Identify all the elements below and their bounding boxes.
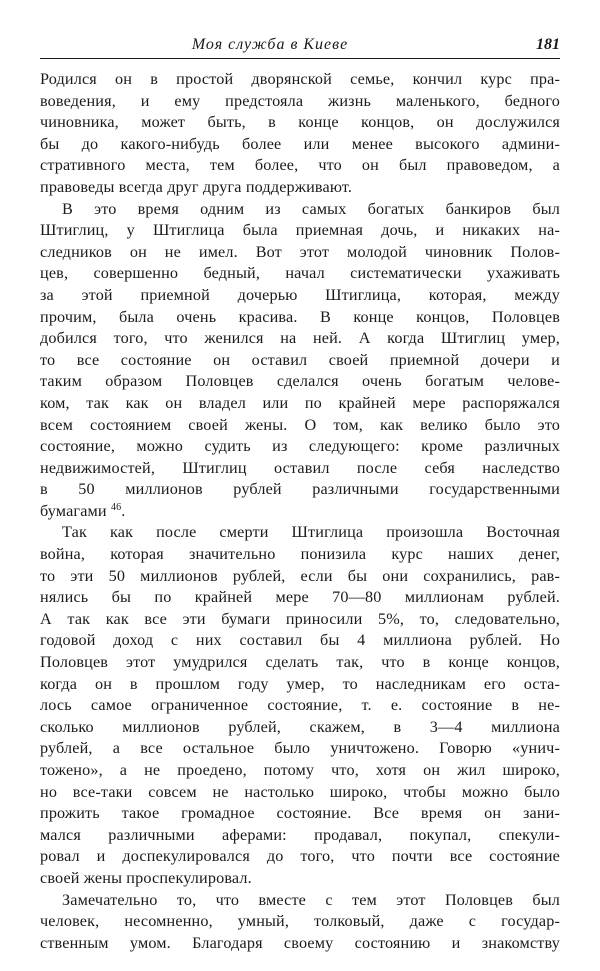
- text-line: следников он не имел. Вот этот молодой чиновник Полов-: [40, 242, 560, 261]
- text-line: тожено», а не проедено, потому что, хотя он жил широко,: [40, 761, 560, 779]
- text-line: ровал и доспекулировался до того, что почти все состояние: [40, 847, 560, 866]
- text-line: но все-таки совсем не настолько широко, чтобы можно было: [40, 782, 560, 801]
- text-line: добился того, что женился на ней. А когда Штиглиц умер,: [40, 329, 560, 348]
- paragraph-4: [40, 890, 560, 955]
- text-line: прожить такое громадное состояние. Все время он зани-: [40, 804, 560, 823]
- text-line: стративного места, тем более, что он был правоведом, а: [40, 156, 560, 175]
- text-line: состояние, можно судить из следующего: кроме различных: [40, 437, 560, 456]
- running-head: [40, 32, 560, 59]
- text-line: Штиглиц, у Штиглица была приемная дочь, и никаких на-: [40, 221, 560, 240]
- text-line: прочим, была очень красива. В конце концов, Половцев: [40, 307, 560, 326]
- text-line: человек, несомненно, умный, толковый, даже с государ-: [40, 912, 560, 931]
- footnote-marker[interactable]: 46: [110, 501, 122, 513]
- text-line: таким образом Половцев сделался очень богатым челове-: [40, 372, 560, 391]
- page-number: 181: [536, 36, 560, 53]
- paragraph-2: [40, 199, 560, 523]
- text-line: бы до какого-нибудь более или менее высокого админи-: [40, 134, 560, 153]
- text-line: за этой приемной дочерью Штиглица, которая, между: [40, 285, 560, 304]
- text-line: В это время одним из самых богатых банкиров был: [62, 199, 560, 218]
- text-line: Половцев этот умудрился сделать так, что в конце концов,: [40, 653, 560, 672]
- text-line: воведения, и ему предстояла жизнь маленького, бедного: [40, 91, 560, 110]
- text-line: годовой доход с них составил бы 4 миллиона рублей. Но: [40, 631, 560, 650]
- text-line: когда он в прошлом году умер, то наследникам его оста-: [40, 674, 560, 693]
- book-page: [40, 32, 560, 954]
- text-line: то все состояние он оставил своей приемной дочери и: [40, 350, 560, 369]
- text-line: цев, совершенно бедный, начал систематически ухаживать: [40, 264, 560, 283]
- text-line: лось самое ограниченное состояние, т. е. состояние в не-: [40, 696, 560, 715]
- text-line: недвижимостей, Штиглиц оставил после себя наследство: [40, 458, 560, 477]
- text-line: ком, так как он владел или по крайней мере распоряжался: [40, 393, 560, 412]
- text-line: война, которая значительно понизила курс наших денег,: [40, 545, 560, 564]
- text-line: рублей, а все остальное было уничтожено. Говорю «унич-: [40, 739, 560, 758]
- text-line: А так как все эти бумаги приносили 5%, то, следовательно,: [40, 609, 560, 628]
- text-line: чиновника, может быть, в конце концов, он дослужился: [40, 113, 560, 132]
- text-line: в 50 миллионов рублей различными государственными: [40, 480, 560, 499]
- body-text: [40, 69, 560, 954]
- text-line: правоведы всегда друг друга поддерживают.: [40, 177, 353, 196]
- text-line: то эти 50 миллионов рублей, если бы они сохранились, рав-: [40, 566, 560, 585]
- text-line-with-footnote: бумагами $^{46}$.: [40, 501, 126, 520]
- text-line: сколько миллионов рублей, скажем, в 3—4 миллиона: [40, 717, 560, 736]
- paragraph-1: [40, 69, 560, 199]
- text-line: своей жены проспекулировал.: [40, 868, 252, 887]
- text-line: бумагами: [40, 501, 107, 520]
- text-line: Родился он в простой дворянской семье, кончил курс пра-: [40, 70, 560, 88]
- text-line: всем состоянием своей жены. О том, как велико было это: [40, 415, 560, 434]
- text-line: Замечательно то, что вместе с тем этот Половцев был: [62, 890, 560, 909]
- paragraph-3: [40, 522, 560, 889]
- text-line: ственным умом. Благодаря своему состоянию и знакомству: [40, 933, 560, 952]
- text-line: мался различными аферами: продавал, покупал, спекули-: [40, 825, 560, 844]
- text-line: Так как после смерти Штиглица произошла Восточная: [62, 523, 560, 542]
- text-line: нялись бы по крайней мере 70—80 миллионам рублей.: [40, 588, 560, 607]
- running-title: Моя служба в Киеве: [191, 36, 349, 53]
